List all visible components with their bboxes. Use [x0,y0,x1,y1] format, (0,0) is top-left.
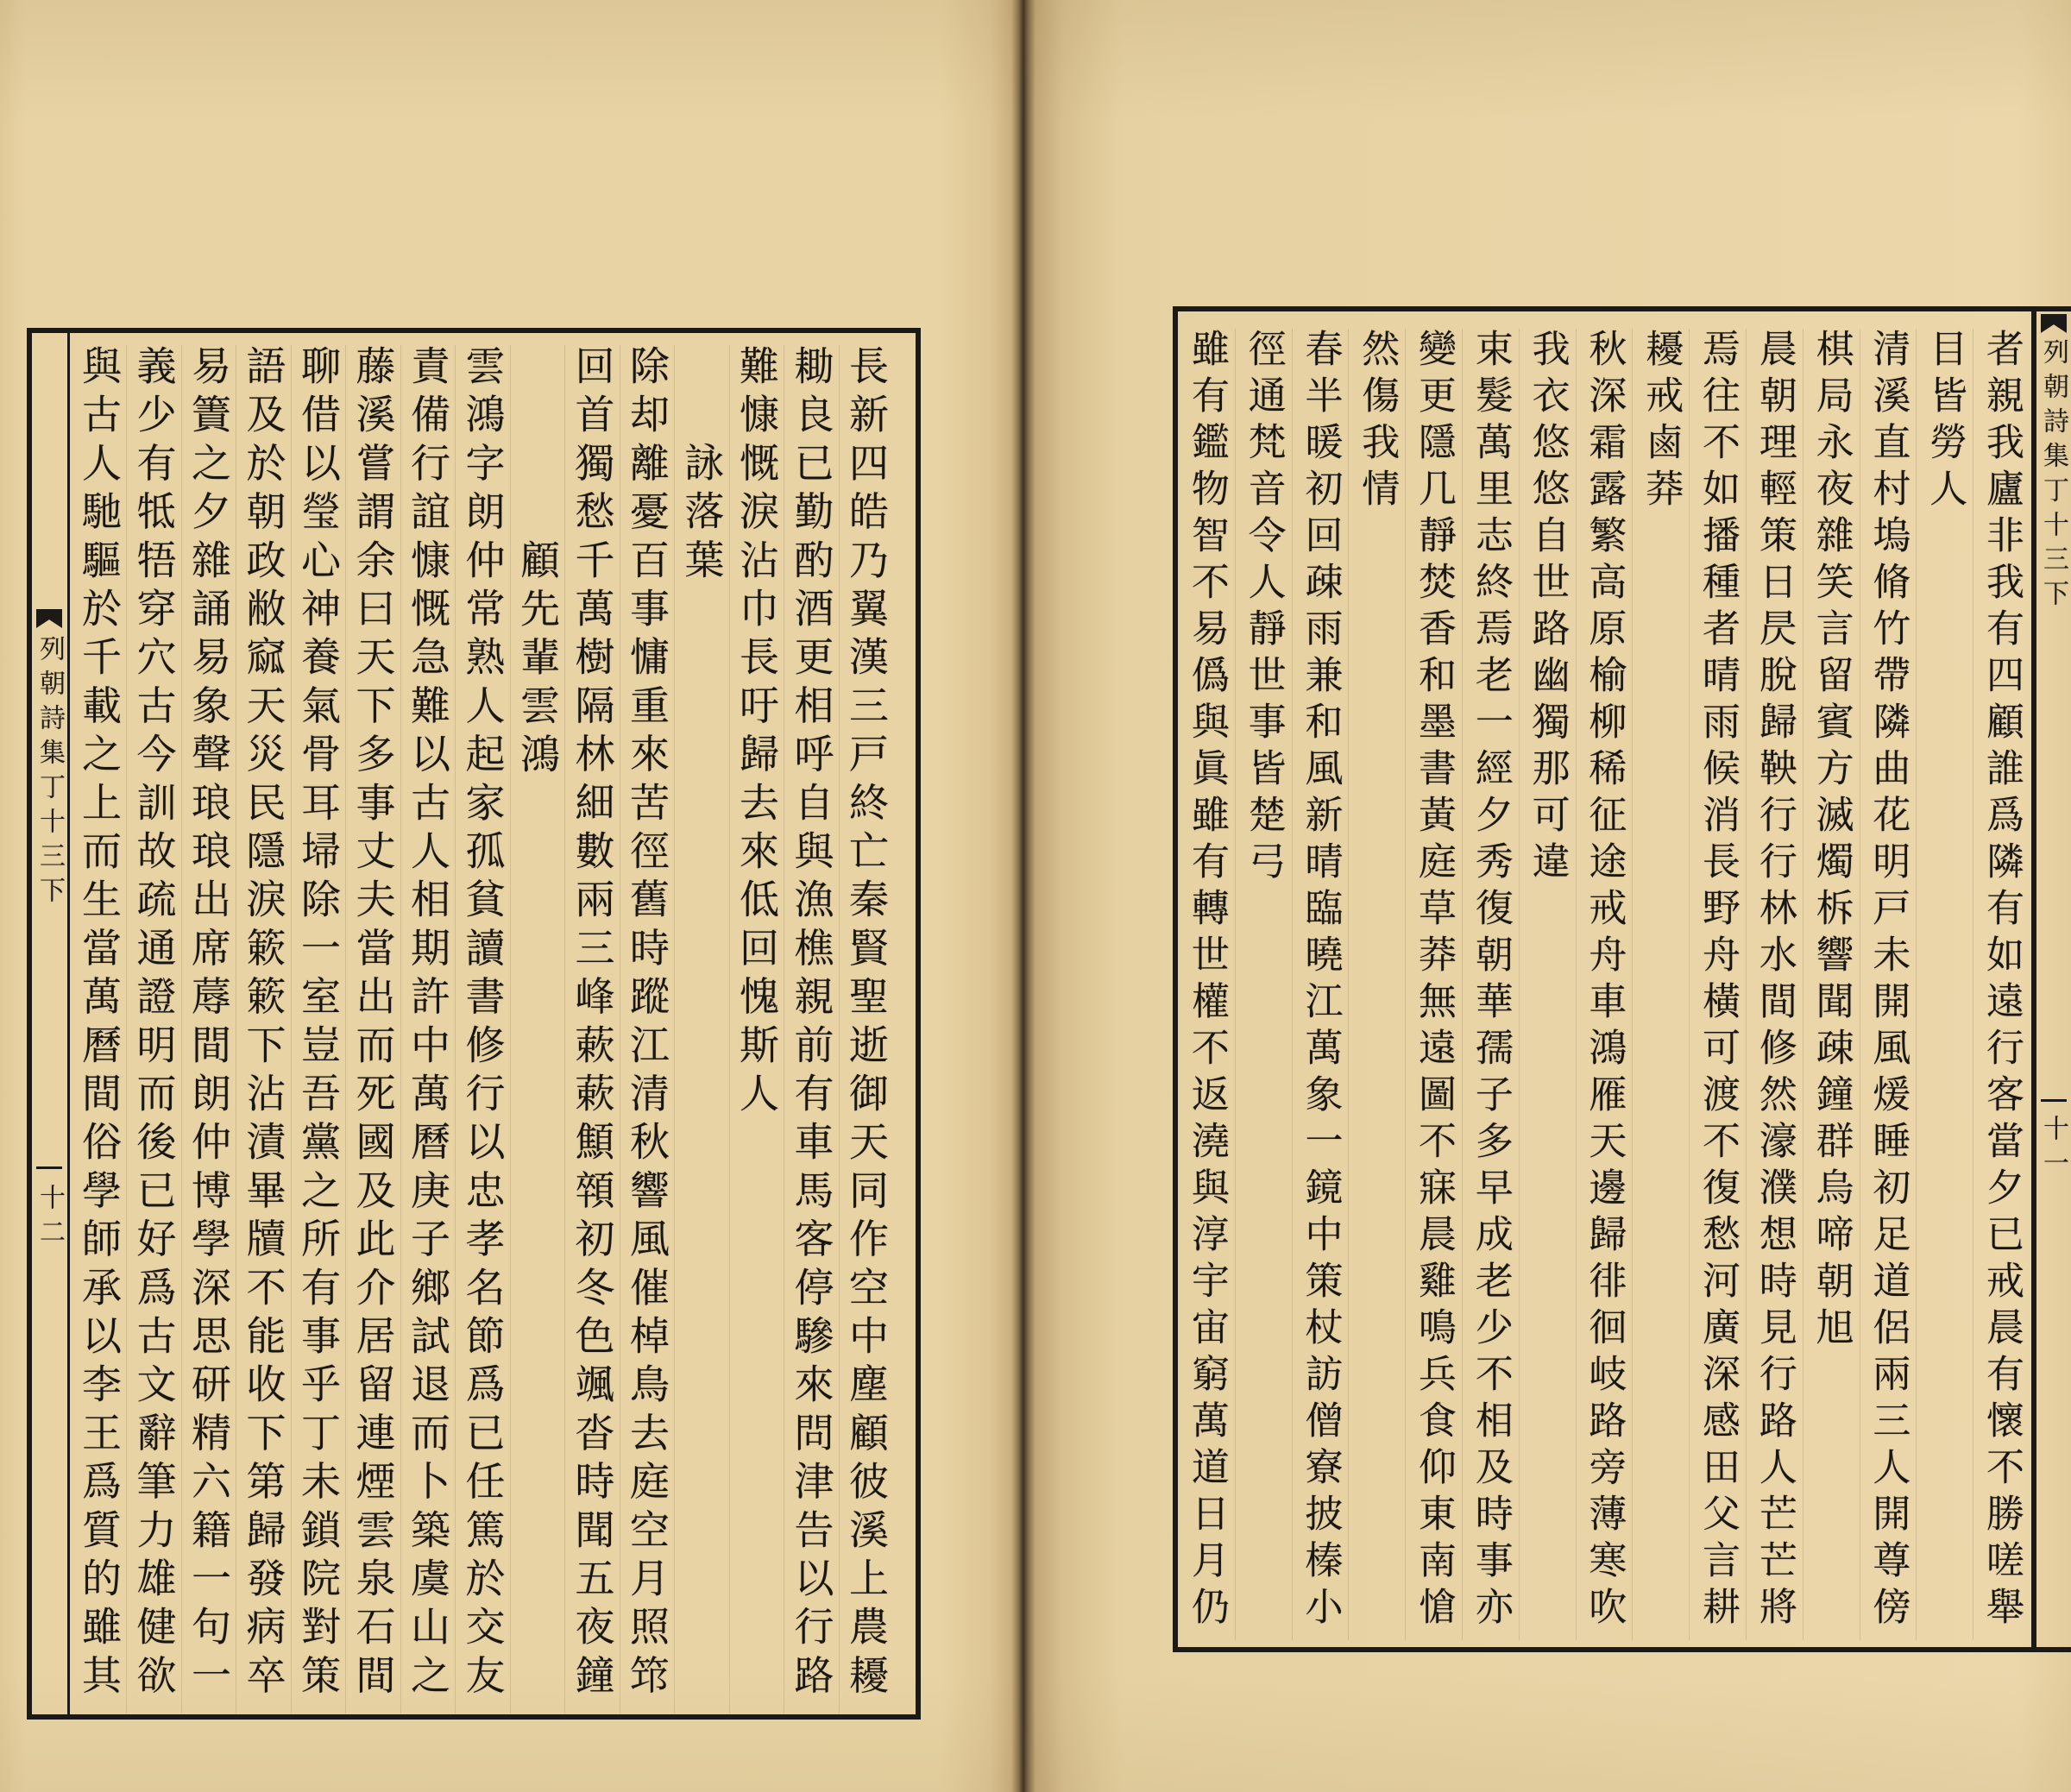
text-column: 我衣悠悠自世路幽獨那可違 [1519,329,1576,1640]
text-column: 晨朝理輕策日昃脫歸鞅行行林水間修然濠濮想時見行路人芒芒將 [1746,329,1803,1640]
text-column: 春半暖初回疎雨兼和風新晴臨曉江萬象一鏡中策杖訪僧寮披榛小 [1292,329,1349,1640]
author-heading: 顧先輩雲鴻 [510,345,565,1713]
left-fold-page-number: 十二 [35,1184,65,1253]
text-column: 目皆勞人 [1916,329,1973,1640]
text-column: 者親我廬非我有四顧誰爲隣有如遠行客當夕已戒晨有懷不勝嗟舉 [1973,329,2030,1640]
text-column: 耰戒鹵莽 [1632,329,1689,1640]
text-column: 長新四皓乃翼漢三戸終亡秦賢聖逝御天同作空中塵顧彼溪上農耰 [839,345,894,1713]
text-column: 徑通梵音令人靜世事皆楚弓 [1235,329,1292,1640]
text-column: 變更隱几靜焚香和墨書黃庭草莽無遠圖不寐晨雞鳴兵食仰東南愴 [1405,329,1462,1640]
text-column: 雲鴻字朗仲常熟人起家孤貧讀書修行以忠孝名節爲已任篤於交友 [455,345,510,1713]
text-column: 清溪直村塢脩竹帶隣曲花明戸未開風煖睡初足道侶兩三人開尊傍 [1860,329,1917,1640]
poem-title: 詠落葉 [674,345,729,1713]
right-fold-title: 列朝詩集丁十三下 [2038,338,2068,614]
text-column: 耡良已勤酌酒更相呼自與漁樵親前有車馬客停驂來問津告以行路 [784,345,839,1713]
text-column: 與古人馳驅於千載之上而生當萬曆間俗學師承以李王爲質的雖其 [76,345,123,1703]
left-fold-divider [67,333,70,1714]
text-column: 棋局永夜雜笑言留賓方滅燭柝響聞疎鐘群烏啼朝旭 [1803,329,1860,1640]
text-column: 責備行誼慷慨急難以古人相期許中萬曆庚子鄉試退而卜築虞山之 [400,345,456,1713]
left-fold-title: 列朝詩集丁十三下 [35,635,65,911]
text-column: 易簀之夕雜誦易象聲琅琅出席蓐間朗仲博學深思研精六籍一句一 [181,345,236,1713]
text-column: 回首獨愁千萬樹隔林細數兩三峰蔌蔌顦顇初冬色颯沓時聞五夜鐘 [564,345,620,1713]
right-fold-page-number: 十一 [2038,1115,2068,1184]
text-column: 義少有牴牾穿穴古今訓故疏通證明而後已好爲古文辭筆力雄健欲 [126,345,181,1713]
text-column: 語及於朝政敝窳天災民隱淚簌簌下沾漬畢牘不能收下第歸發病卒 [236,345,291,1713]
text-column: 然傷我情 [1348,329,1405,1640]
right-page-text [1178,329,2030,1640]
text-column: 聊借以瑩心神養氣骨耳埽除一室豈吾黨之所有事乎丁未鎖院對策 [291,345,346,1713]
text-column: 雖有鑑物智不易僞與眞雖有轉世權不返澆與淳宇宙窮萬道日月仍 [1184,329,1229,1633]
text-column: 除却離憂百事慵重來苦徑舊時蹤江清秋響風催棹鳥去庭空月照筇 [620,345,675,1713]
text-column: 焉往不如播種者晴雨候消長野舟橫可渡不復愁河廣深感田父言耕 [1689,329,1746,1640]
text-column: 秋深霜露繁高原榆柳稀征途戒舟車鴻雁天邊歸徘徊岐路旁薄寒吹 [1576,329,1633,1640]
left-page-text [71,345,893,1713]
fold-marker-line [36,1166,62,1169]
text-column: 藤溪嘗謂余曰天下多事丈夫當出而死國及此介居留連煙雲泉石間 [345,345,400,1713]
fold-marker-line [2041,1099,2067,1102]
text-column: 難慷慨淚沾巾長吁歸去來低回愧斯人 [729,345,784,1713]
text-column: 束髮萬里志終焉老一經夕秀復朝華孺子多早成老少不相及時事亦 [1462,329,1519,1640]
